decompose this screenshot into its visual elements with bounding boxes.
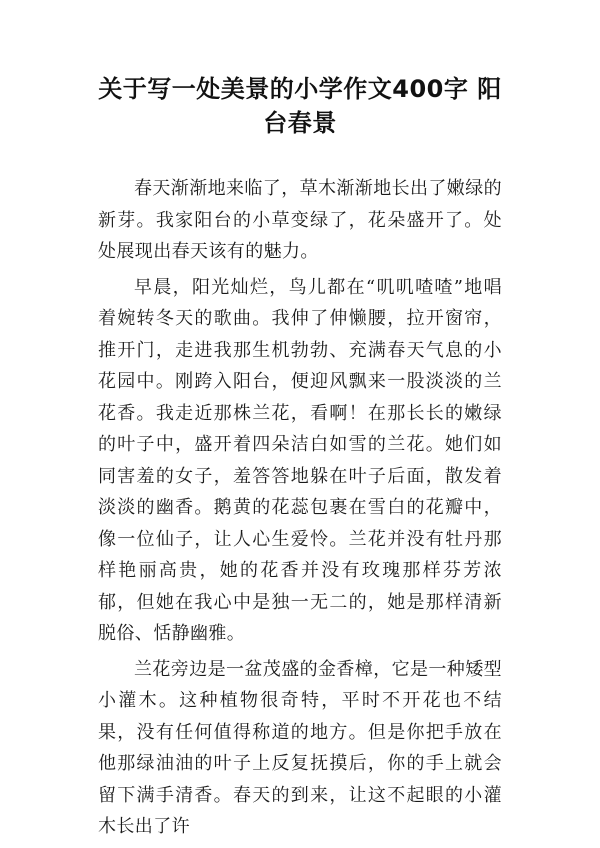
- paragraph: 兰花旁边是一盆茂盛的金香樟，它是一种矮型小灌木。这种植物很奇特，平时不开花也不结果，没有任何值得称道的地方。但是你把手放在他那绿油油的叶子上反复抚摸后，你的手上就会留下满手清香。春天的到来，让这不起眼的小灌木长出了许: [98, 658, 502, 837]
- paragraph: 春天渐渐地来临了，草木渐渐地长出了嫩绿的新芽。我家阳台的小草变绿了，花朵盛开了。处处展现出春天该有的魅力。: [98, 178, 502, 262]
- document-title: 关于写一处美景的小学作文400字 阳台春景: [98, 75, 502, 137]
- article-body: [98, 173, 502, 847]
- paragraph: 早晨，阳光灿烂，鸟儿都在“叽叽喳喳”地唱着婉转冬天的歌曲。我伸了伸懒腰，拉开窗帘，推开门，走进我那生机勃勃、充满春天气息的小花园中。刚跨入阳台，便迎风飘来一股淡淡的兰花香。我走近那株兰花，看啊！在那长长的嫩绿的叶子中，盛开着四朵洁白如雪的兰花。她们如同害羞的女子，羞答答地躲在叶子后面，散发着淡淡的幽香。鹅黄的花蕊包裹在雪白的花瓣中，像一位仙子，让人心生爱怜。兰花并没有牡丹那样艳丽高贵，她的花香并没有玫瑰那样芬芳浓郁，但她在我心中是独一无二的，她是那样清新脱俗、恬静幽雅。: [98, 276, 502, 644]
